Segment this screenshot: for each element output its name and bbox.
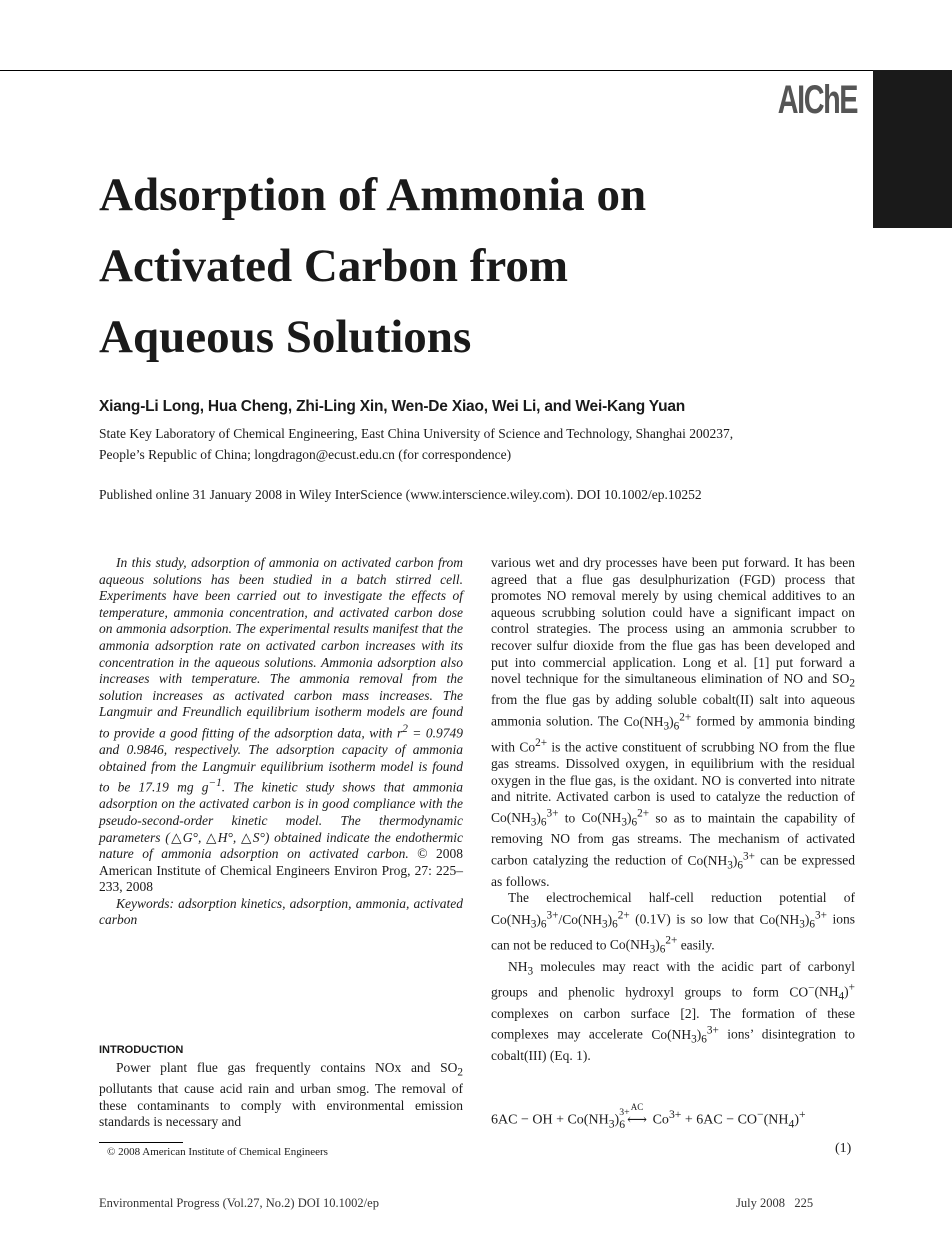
formula-nh4: $(NH_4)^+$ xyxy=(814,981,855,1004)
formula-co-nh3-6-2p: $Co(NH_3)_6^{2+}$ xyxy=(609,934,678,956)
formula-couple: $Co(NH_3)_6^{3+}/Co(NH_3)_6^{2+}$ xyxy=(491,909,630,931)
rc-p1-c: formed by ammonia binding with Co xyxy=(491,713,855,755)
rc-p1-f: so as to maintain the capability of removing NO from gas streams. The mechanism of activated carbon catalyzing the reduction of xyxy=(491,810,855,868)
rc-p3-a: molecules may react with the acidic part of carbonyl groups and phenolic hydroxyl groups to form CO xyxy=(491,958,855,1000)
intro-text-b: pollutants that cause acid rain and urban smog. The removal of these contaminants to comply with environmental emission standards is necessary and xyxy=(99,1081,463,1130)
title-line-2: Activated Carbon from xyxy=(99,240,569,292)
arrow-label: AC xyxy=(630,1101,644,1112)
rc-p2-a: The electrochemical half-cell reduction potential of xyxy=(508,890,855,906)
section-heading-introduction: INTRODUCTION xyxy=(99,1044,184,1056)
abstract-copyright: © 2008 American Institute of Chemical Engineers Environ Prog, 27: 225–233, 2008 xyxy=(99,846,463,895)
equation-number: (1) xyxy=(835,1141,852,1156)
abstract-text-a: In this study, adsorption of ammonia on activated carbon from aqueous solutions has been studied in a batch stirred cell. Experiments have been carried out to investigate the effects of temperature, ammonia concentration, and activated carbon dose on ammonia adsorption. The experimental results manifest that the ammonia adsorption rate on activated carbon increases with its concentration in the aqueous solutions. Ammonia adsorption also increases with temperature. The ammonia removal from the solution increases as activated carbon mass increases. The Langmuir and Freundlich equilibrium isotherm models are found to provide a good fitting of the adsorption data, with r xyxy=(99,555,463,741)
abstract-text-c: . The kinetic study shows that ammonia adsorption on the activated carbon is in good compliance with the pseudo-second-order kinetic model. The thermodynamic parameters (△G°, △H°, △S°) obtained indicate the endothermic nature of ammonia adsorption on activated carbon. xyxy=(99,779,463,862)
publication-info: Published online 31 January 2008 in Wiley InterScience (www.interscience.wiley.com). DOI 10.1002/ep.10252 xyxy=(99,487,702,502)
aiche-logo: AIChE xyxy=(777,78,857,122)
rc-co-sup: 2+ xyxy=(535,736,548,749)
affiliation xyxy=(99,423,733,465)
intro-text-a: Power plant flue gas frequently contains NOx and SO xyxy=(116,1060,458,1075)
running-footer-journal: Environmental Progress (Vol.27, No.2) DOI 10.1002/ep xyxy=(99,1196,379,1210)
formula-co-nh3-6-2p: $Co(NH_3)_6^{2+}$ xyxy=(581,807,650,829)
running-footer-page: July 2008 225 xyxy=(736,1196,814,1210)
rc-p1-g: can be expressed as follows. xyxy=(491,852,855,889)
equation-1: 6AC − OH + $Co(NH_3)_6$ 3+ AC ⟷ $Co^{3+} + 6AC - CO^-(NH_4)^+$ xyxy=(491,1101,806,1131)
rc-p2-d: easily. xyxy=(677,937,715,953)
footnote-rule xyxy=(99,1142,183,1143)
abstract-sup-2: 2 xyxy=(402,722,408,735)
abstract xyxy=(99,555,463,929)
affiliation-line-2: People’s Republic of China; longdragon@ecust.edu.cn (for correspondence) xyxy=(99,447,512,462)
keywords-label: Keywords: xyxy=(116,895,174,911)
formula-co-nh3-6-3p: $Co(NH_3)_6^{3+}$ xyxy=(759,909,828,931)
formula-co-nh3-6-2p: $Co(NH_3)_6^{2+}$ xyxy=(623,711,692,733)
keywords: adsorption kinetics, adsorption, ammonia, activated carbon xyxy=(99,895,463,928)
introduction-body xyxy=(99,1060,463,1131)
rc-so2-sub: 2 xyxy=(849,677,855,690)
side-tab xyxy=(873,70,952,228)
rc-p1-a: various wet and dry processes have been put forward. It has been agreed that a flue gas desulphurization (FGD) process that promotes NO removal merely by using chemical additives to an aqueous scrubbing solution could have a significant impact on control strategies. The process using an ammonia scrubber to recover sulfur dioxide from the flue gas has been developed and put into commercial application. Long et al. [1] put forward a novel technique for the simultaneous elimination of NO and SO xyxy=(491,555,855,687)
rc-p1-b: from the flue gas by adding soluble cobalt(II) salt into aqueous ammonia solution. The xyxy=(491,692,855,729)
formula-nh3: $NH_3$ xyxy=(508,958,534,978)
formula-co-nh3-6-3p: $Co(NH_3)_6^{3+}$ xyxy=(491,807,559,829)
footnote: © 2008 American Institute of Chemical Engineers xyxy=(107,1146,328,1158)
title-line-3: Aqueous Solutions xyxy=(99,311,472,363)
rc-p2-c: ions can not be reduced to xyxy=(491,911,855,953)
rc-p2-b: (0.1V) is so low that xyxy=(629,911,760,927)
formula-co-nh3-6-3p: $Co(NH_3)_6^{3+}$ xyxy=(651,1024,719,1046)
rc-p1-e: to xyxy=(558,810,582,826)
abstract-sup-neg1: −1 xyxy=(208,777,222,790)
intro-sub-2: 2 xyxy=(457,1066,463,1079)
abstract-text-b: = 0.9749 and 0.9846, respectively. The adsorption capacity of ammonia obtained from the Langmuir equilibrium isotherm model is found to be 17.19 mg g xyxy=(99,725,463,795)
article-title xyxy=(99,160,839,373)
author-list: Xiang-Li Long, Hua Cheng, Zhi-Ling Xin, Wen-De Xiao, Wei Li, and Wei-Kang Yuan xyxy=(99,398,686,415)
right-column-body: various wet and dry processes have been put forward. It has been agreed that a flue gas desulphurization (FGD) process that promotes NO removal merely by using chemical additives to an aqueous scrubbing solution could have a significant impact on control strategies. The process using an ammonia scrubber to recover sulfur dioxide from the flue gas has been developed and put into commercial application. Long et al. [1] put forward a novel technique for the simultaneous elimination of NO and $SO_2$ from the flue gas by adding soluble cobalt(II) salt into aqueous ammonia solution. The $Co(NH_3)_6^{2+}$ formed by ammonia binding with $Co^{2+}$ is the active constituent of scrubbing NO from the flue gas streams. Dissolved oxygen, in equilibrium with the residual oxygen in the flue gas, is the oxidant. NO is converted into nitrate and nitrite. Activated carbon is used to catalyze the reduction of $Co(NH_3)_6^{3+}$ to $Co(NH_3)_6^{2+}$ so as to maintain the capability of removing NO from gas streams. The mechanism of activated carbon catalyzing the reduction of $Co(NH_3)_6^{3+}$ can be expressed as follows. The electrochemical half-cell reduction potential of $Co(NH_3)_6^{3+}/Co(NH_3)_6^{2+}$ (0.1V) is so low that $Co(NH_3)_6^{3+}$ ions can not be reduced to $Co(NH_3)_6^{2+}$ easily. $NH_3$ molecules may react with the acidic part of carbonyl groups and phenolic hydroxyl groups to form $CO^-(NH_4)^+$ complexes on carbon surface [2]. The formation of these complexes may accelerate $Co(NH_3)_6^{3+}$ ions’ disintegration to cobalt(III) (Eq. 1). xyxy=(491,555,855,1064)
rc-p1-d: is the active constituent of scrubbing NO from the flue gas streams. Dissolved oxygen, in equilibrium with the residual oxygen in the flue gas, is the oxidant. NO is converted into nitrate and nitrite. Activated carbon is used to catalyze the reduction of xyxy=(491,739,855,805)
title-line-1: Adsorption of Ammonia on xyxy=(99,169,647,221)
affiliation-line-1: State Key Laboratory of Chemical Engineering, East China University of Science and Technology, Shanghai 200237, xyxy=(99,426,734,441)
rc-p3-c: ions’ disintegration to cobalt(III) (Eq. 1). xyxy=(491,1026,855,1064)
rc-p3-b: complexes on carbon surface [2]. The formation of these complexes may accelerate xyxy=(491,1005,855,1042)
top-rule xyxy=(0,70,952,71)
reversible-arrow: ⟷ xyxy=(627,1112,648,1128)
formula-co-nh3-6-3p: $Co(NH_3)_6^{3+}$ xyxy=(687,850,755,872)
